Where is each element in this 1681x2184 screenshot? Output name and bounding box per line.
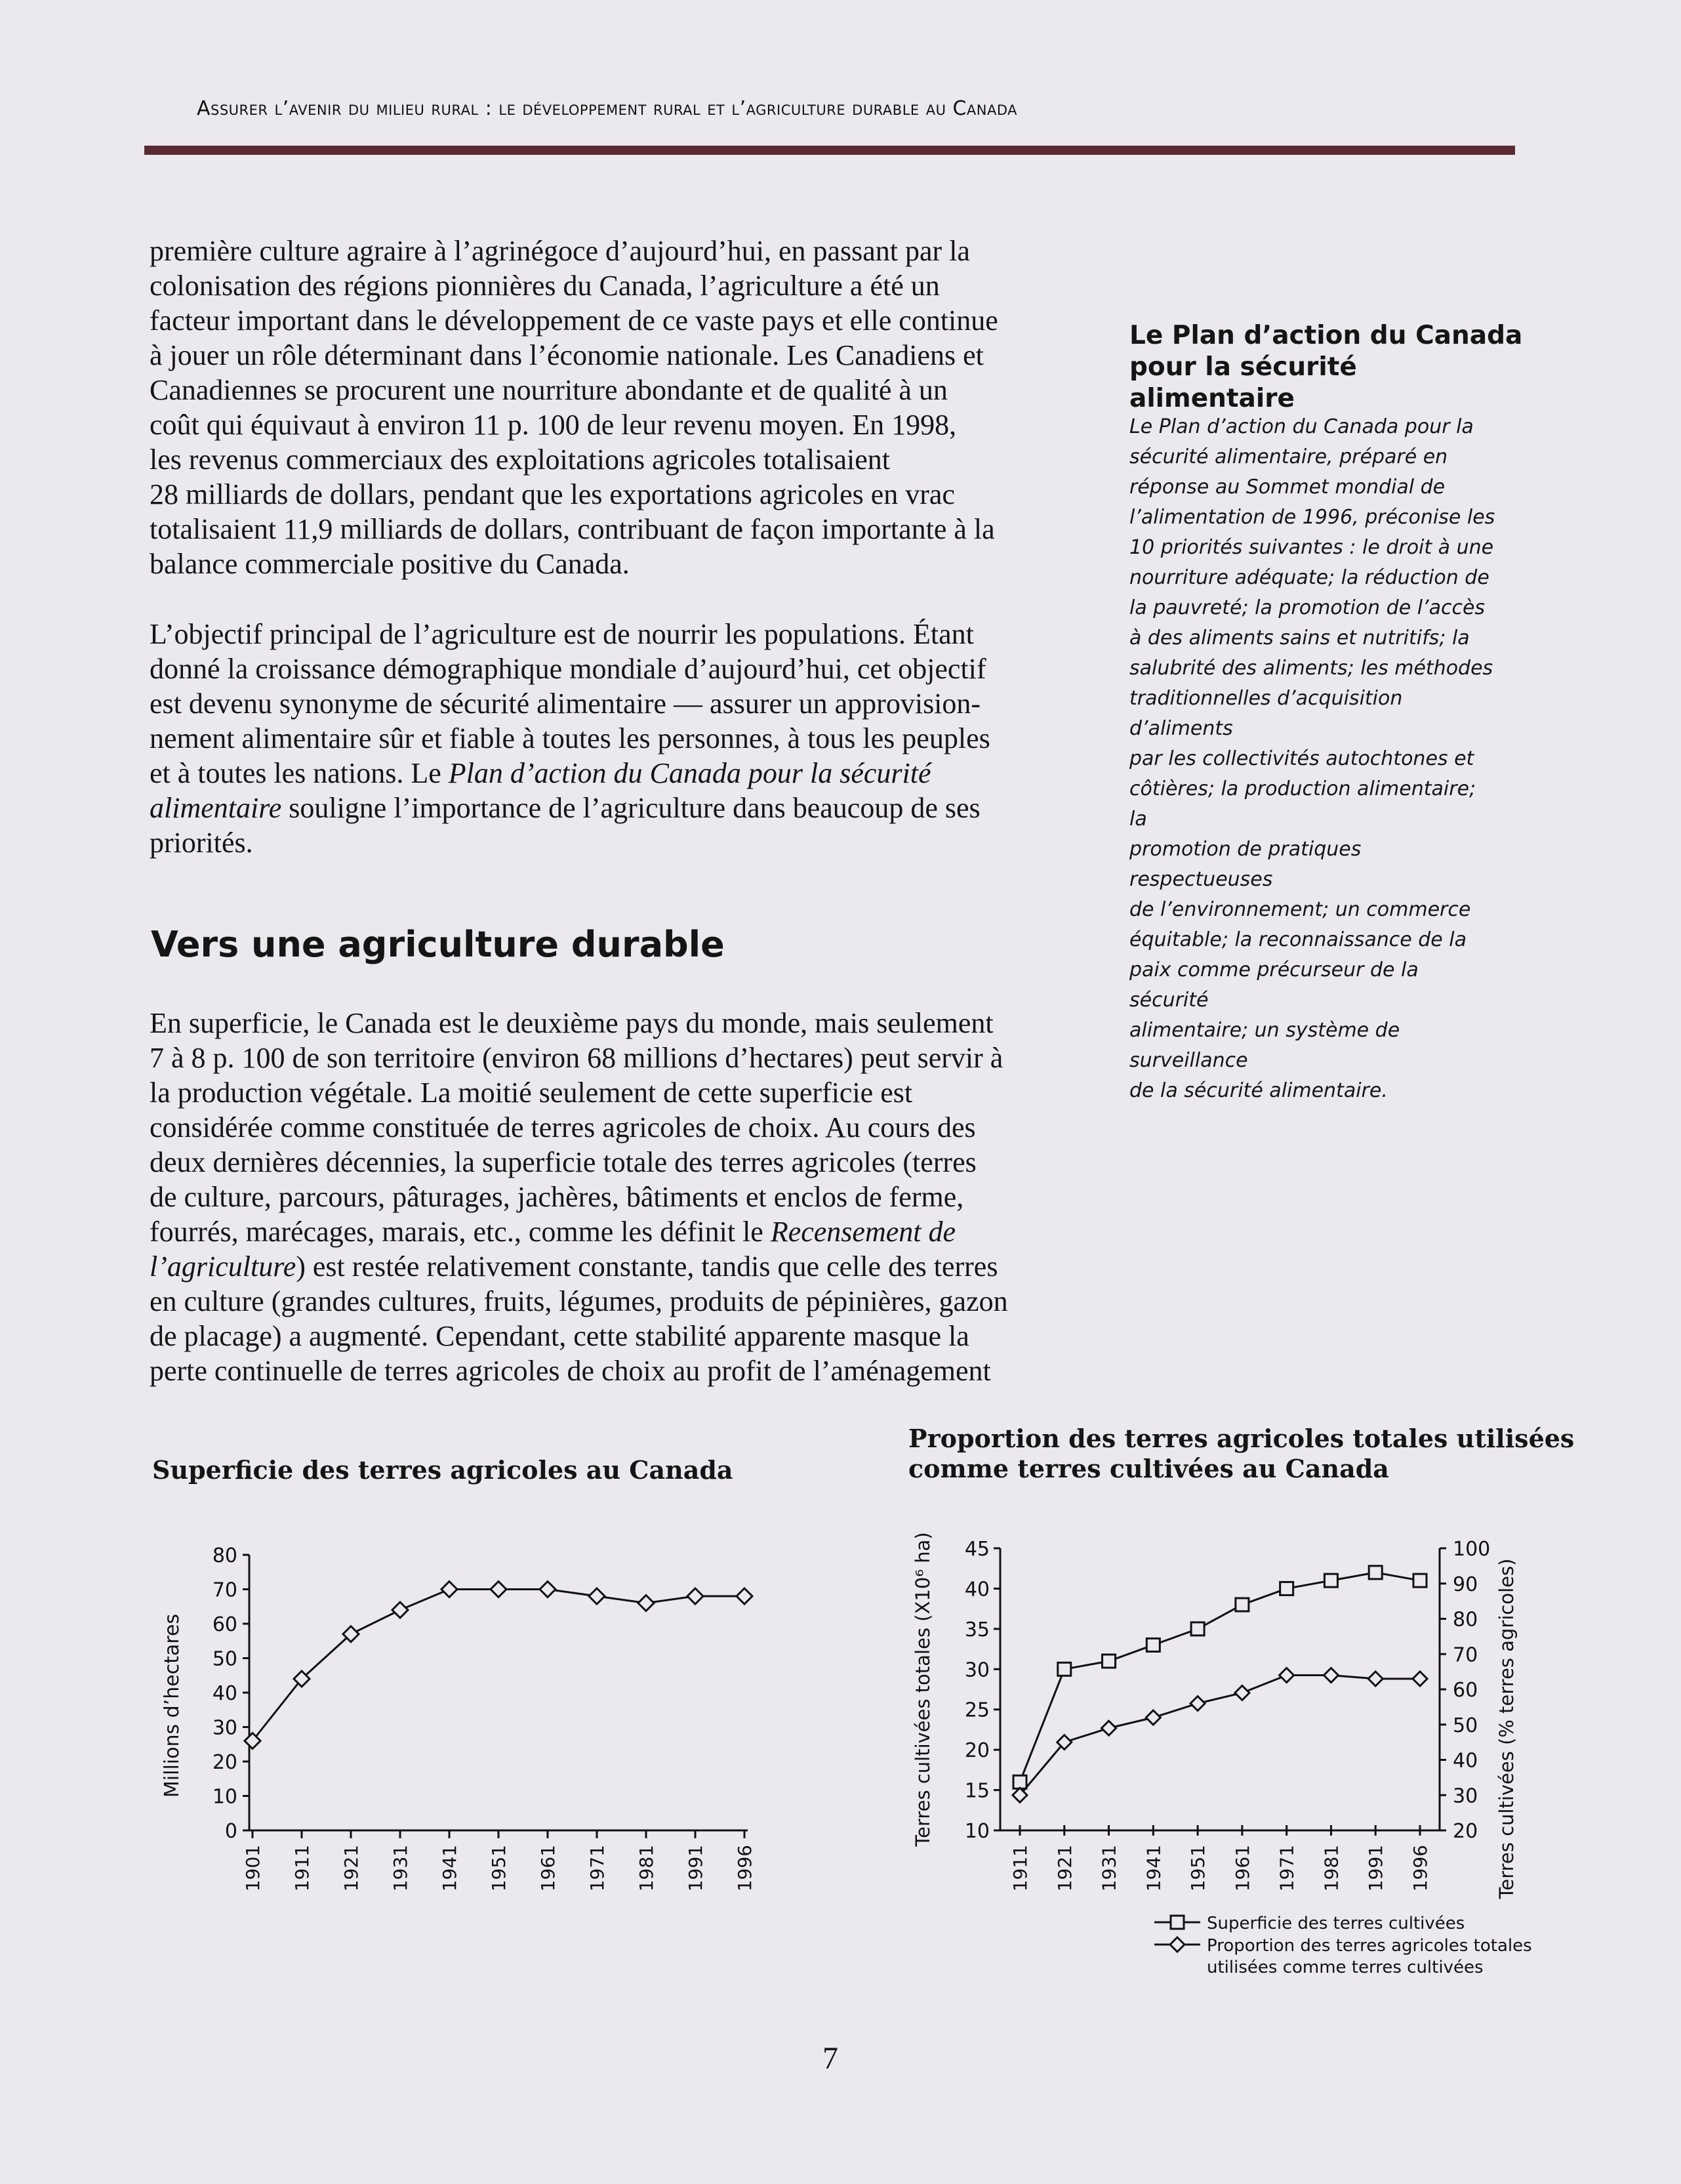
left-y-tick-label: 30 [964, 1659, 990, 1682]
y-tick-label: 0 [224, 1820, 237, 1843]
right-y-tick-label: 60 [1453, 1679, 1478, 1702]
data-point-diamond [491, 1582, 506, 1597]
sidebar-line: alimentaire; un système de surveillance [1129, 1019, 1400, 1072]
data-point-diamond [1413, 1672, 1427, 1686]
right-y-tick-label: 70 [1453, 1643, 1478, 1667]
chart2-title [908, 1424, 1574, 1484]
data-point-diamond [540, 1582, 556, 1597]
left-y-tick-label: 40 [964, 1578, 990, 1601]
x-tick-label: 1981 [636, 1845, 657, 1892]
text-line: la production végétale. La moitié seulement de cette superficie est [150, 1077, 913, 1109]
data-point-diamond [1146, 1710, 1160, 1725]
sidebar-line: paix comme précurseur de la sécurité [1129, 958, 1419, 1012]
sidebar-line: traditionnelles d’acquisition d’aliments [1129, 687, 1403, 740]
series-line [253, 1590, 744, 1741]
x-tick-label: 1931 [1098, 1845, 1120, 1892]
x-tick-label: 1991 [685, 1845, 706, 1892]
x-tick-label: 1991 [1365, 1845, 1387, 1892]
data-point-square [1191, 1622, 1204, 1636]
x-tick-label: 1931 [390, 1845, 411, 1892]
sidebar-line: l’alimentation de 1996, préconise les [1129, 506, 1495, 529]
sidebar-line: réponse au Sommet mondial de [1129, 476, 1446, 499]
x-tick-label: 1901 [242, 1845, 264, 1892]
sidebar-title-line: pour la sécurité alimentaire [1129, 352, 1357, 413]
right-y-tick-label: 50 [1453, 1714, 1478, 1737]
y-axis-label: Millions d’hectares [161, 1613, 184, 1798]
text-span: et à toutes les nations. Le [150, 757, 449, 789]
data-point-diamond [1190, 1697, 1205, 1711]
plan-title-italic: alimentaire [150, 792, 282, 824]
sidebar-line: sécurité alimentaire, préparé en [1129, 445, 1448, 468]
sidebar-line: promotion de pratiques respectueuses [1129, 838, 1362, 891]
text-line: de placage) a augmenté. Cependant, cette stabilité apparente masque la [150, 1320, 969, 1352]
sidebar-title-line: Le Plan d’action du Canada [1129, 321, 1523, 350]
text-span: ) est restée relativement constante, tandis que celle des terres [296, 1250, 998, 1283]
text-line: facteur important dans le développement de ce vaste pays et elle continue [150, 304, 998, 337]
data-point-square [1280, 1582, 1293, 1595]
text-line: donné la croissance démographique mondiale d’aujourd’hui, cet objectif [150, 653, 986, 685]
x-tick-label: 1961 [1231, 1845, 1253, 1892]
legend-square-marker [1171, 1916, 1184, 1929]
text-line: L’objectif principal de l’agriculture est de nourrir les populations. Étant [150, 618, 974, 650]
left-y-tick-label: 20 [964, 1739, 990, 1763]
text-line [150, 791, 981, 825]
x-tick-label: 1941 [1143, 1845, 1165, 1892]
chart1-title: Superficie des terres agricoles au Canada [152, 1455, 733, 1485]
text-line: les revenus commerciaux des exploitations agricoles totalisaient [150, 443, 890, 476]
x-tick-label: 1996 [734, 1845, 756, 1892]
data-point-diamond [1324, 1668, 1338, 1683]
sidebar-line: côtières; la production alimentaire; la [1129, 777, 1476, 831]
text-line: 7 à 8 p. 100 de son territoire (environ 68 millions d’hectares) peut servir à [150, 1042, 1003, 1074]
sidebar-line: de l’environnement; un commerce [1129, 898, 1471, 921]
legend-label: Superficie des terres cultivées [1207, 1914, 1465, 1933]
left-y-tick-label: 35 [964, 1618, 990, 1641]
y-tick-label: 60 [212, 1613, 237, 1636]
left-y-tick-label: 15 [964, 1779, 990, 1803]
sidebar-line: à des aliments sains et nutritifs; la [1129, 627, 1470, 649]
text-line: priorités. [150, 827, 253, 859]
text-line: en culture (grandes cultures, fruits, légumes, produits de pépinières, gazon [150, 1285, 1008, 1317]
right-y-tick-label: 100 [1453, 1538, 1491, 1561]
text-line: nement alimentaire sûr et fiable à toutes les personnes, à tous les peuples [150, 722, 990, 754]
x-tick-label: 1951 [1187, 1845, 1209, 1892]
data-point-diamond [687, 1588, 703, 1604]
sidebar-line: 10 priorités suivantes : le droit à une [1129, 536, 1494, 559]
text-span: souligne l’importance de l’agriculture dans beaucoup de ses [281, 792, 981, 824]
text-line: 28 milliards de dollars, pendant que les exportations agricoles en vrac [150, 478, 955, 510]
y-tick-label: 70 [212, 1578, 237, 1602]
sidebar-body [1129, 412, 1497, 1106]
text-line: perte continuelle de terres agricoles de choix au profit de l’aménagement [150, 1355, 991, 1387]
sidebar-line: équitable; la reconnaissance de la [1129, 928, 1467, 951]
x-tick-label: 1981 [1320, 1845, 1343, 1892]
chart2-title-line: Proportion des terres agricoles totales utilisées [908, 1424, 1575, 1453]
y-tick-label: 40 [212, 1682, 237, 1705]
data-point-diamond [589, 1588, 605, 1604]
x-tick-label: 1971 [1276, 1845, 1298, 1892]
sidebar-line: Le Plan d’action du Canada pour la [1129, 415, 1474, 438]
series-line-cultivated-share [1020, 1676, 1420, 1796]
text-line: totalisaient 11,9 milliards de dollars, contribuant de façon importante à la [150, 513, 995, 545]
sidebar-title [1129, 320, 1523, 415]
x-tick-label: 1921 [1053, 1845, 1076, 1892]
legend-diamond-marker [1170, 1937, 1185, 1952]
y-tick-label: 80 [212, 1544, 237, 1567]
x-tick-label: 1951 [488, 1845, 510, 1892]
text-line: considérée comme constituée de terres agricoles de choix. Au cours des [150, 1111, 976, 1144]
x-tick-label: 1921 [340, 1845, 362, 1892]
chart1-farmland-area [161, 1535, 774, 1942]
text-line: balance commerciale positive du Canada. [150, 548, 630, 580]
chart2-cultivated-proportion [908, 1532, 1551, 1994]
running-header: Assurer l’avenir du milieu rural : le développement rural et l’agriculture durable au Canada [197, 97, 1018, 120]
sidebar-line: la pauvreté; la promotion de l’accès [1129, 596, 1486, 619]
data-point-diamond [441, 1582, 457, 1597]
sidebar-line: par les collectivités autochtones et [1129, 747, 1474, 770]
x-tick-label: 1996 [1409, 1845, 1431, 1892]
text-line: Canadiennes se procurent une nourriture abondante et de qualité à un [150, 374, 948, 406]
data-point-square [1324, 1574, 1337, 1587]
data-point-square [1146, 1638, 1160, 1651]
data-point-diamond [1102, 1721, 1116, 1735]
chart2-title-line: comme terres cultivées au Canada [908, 1454, 1389, 1483]
sidebar-line: nourriture adéquate; la réduction de [1129, 566, 1489, 589]
x-tick-label: 1941 [439, 1845, 460, 1892]
data-point-diamond [1235, 1685, 1249, 1700]
header-rule [144, 146, 1515, 155]
data-point-square [1103, 1655, 1116, 1668]
text-line [150, 756, 931, 791]
text-line [150, 1214, 956, 1249]
sidebar-line: de la sécurité alimentaire. [1129, 1079, 1388, 1102]
x-tick-label: 1971 [586, 1845, 608, 1892]
section-heading: Vers une agriculture durable [151, 924, 725, 965]
text-span: fourrés, marécages, marais, etc., comme les définit le [150, 1216, 771, 1248]
data-point-diamond [638, 1596, 654, 1611]
text-line: deux dernières décennies, la superficie totale des terres agricoles (terres [150, 1146, 977, 1178]
text-line: de culture, parcours, pâturages, jachères, bâtiments et enclos de ferme, [150, 1181, 964, 1213]
page-number: 7 [822, 2041, 838, 2076]
sidebar-line: salubrité des aliments; les méthodes [1129, 657, 1493, 680]
right-y-tick-label: 40 [1453, 1749, 1478, 1773]
data-point-diamond [1368, 1672, 1383, 1686]
y-tick-label: 10 [212, 1785, 237, 1809]
data-point-square [1369, 1566, 1382, 1579]
text-line: à jouer un rôle déterminant dans l’économie nationale. Les Canadiens et [150, 339, 984, 371]
x-tick-label: 1911 [1009, 1845, 1031, 1892]
y-tick-label: 50 [212, 1647, 237, 1671]
data-point-square [1236, 1598, 1249, 1611]
data-point-square [1413, 1574, 1427, 1587]
text-line: coût qui équivaut à environ 11 p. 100 de leur revenu moyen. En 1998, [150, 409, 957, 441]
text-line: première culture agraire à l’agrinégoce d’aujourd’hui, en passant par la [150, 235, 970, 267]
data-point-square [1058, 1662, 1071, 1676]
right-y-tick-label: 80 [1453, 1608, 1478, 1632]
data-point-diamond [737, 1588, 752, 1604]
right-y-tick-label: 90 [1453, 1573, 1478, 1596]
left-y-tick-label: 25 [964, 1699, 990, 1722]
right-y-axis-label: Terres cultivées (% terres agricoles) [1495, 1558, 1518, 1899]
x-tick-label: 1961 [537, 1845, 559, 1892]
left-y-axis-label: Terres cultivées totales (X10⁶ ha) [912, 1532, 934, 1847]
text-line: colonisation des régions pionnières du Canada, l’agriculture a été un [150, 270, 940, 302]
x-tick-label: 1911 [291, 1845, 313, 1892]
data-point-diamond [392, 1602, 408, 1618]
right-y-tick-label: 30 [1453, 1784, 1478, 1808]
y-tick-label: 20 [212, 1751, 237, 1774]
data-point-diamond [1280, 1668, 1294, 1683]
plan-title-italic: Plan d’action du Canada pour la sécurité [448, 757, 931, 789]
right-y-tick-label: 20 [1453, 1820, 1478, 1843]
census-title-italic: Recensement de [770, 1216, 956, 1248]
left-y-tick-label: 45 [964, 1538, 990, 1561]
census-title-italic: l’agriculture [150, 1250, 296, 1283]
legend-label: Proportion des terres agricoles totales utilisées comme terres cultivées [1207, 1936, 1532, 1977]
text-line: En superficie, le Canada est le deuxième pays du monde, mais seulement [150, 1007, 994, 1039]
y-tick-label: 30 [212, 1716, 237, 1740]
left-y-tick-label: 10 [964, 1820, 990, 1843]
text-line [150, 1249, 998, 1284]
text-line: est devenu synonyme de sécurité alimentaire — assurer un approvision- [150, 688, 981, 720]
